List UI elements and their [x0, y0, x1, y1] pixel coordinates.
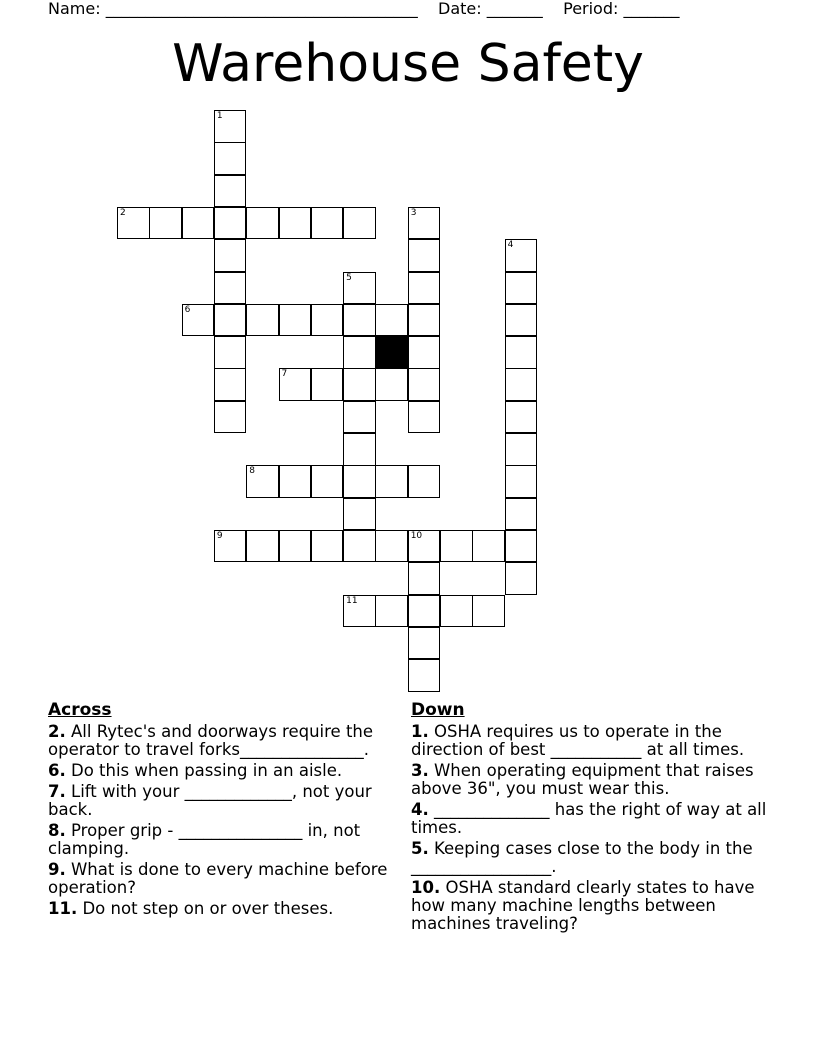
- crossword-cell[interactable]: [343, 272, 376, 305]
- period-label: Period:: [563, 0, 619, 18]
- down-heading: Down: [411, 700, 465, 720]
- crossword-cell[interactable]: [408, 207, 441, 240]
- crossword-cell[interactable]: [408, 304, 441, 337]
- crossword-cell[interactable]: [117, 207, 150, 240]
- down-clues: [411, 700, 771, 936]
- crossword-cell[interactable]: [343, 530, 376, 563]
- crossword-cell[interactable]: [505, 239, 538, 272]
- crossword-cell[interactable]: [408, 272, 441, 305]
- crossword-cell[interactable]: [214, 336, 247, 369]
- clue-number: 2: [120, 207, 126, 218]
- across-clue-list: [48, 723, 393, 918]
- clue-number-label: 3.: [411, 761, 429, 780]
- clue-text: OSHA standard clearly states to have how many machine lengths between machines traveling?: [411, 878, 755, 933]
- crossword-cell[interactable]: [214, 530, 247, 563]
- crossword-cell[interactable]: [343, 401, 376, 434]
- clue-number: 5: [346, 272, 352, 283]
- crossword-cell[interactable]: [182, 207, 215, 240]
- down-clue: [411, 801, 771, 837]
- down-clue: [411, 840, 771, 876]
- crossword-cell[interactable]: [375, 465, 408, 498]
- clue-number-label: 6.: [48, 761, 66, 780]
- clue-number: 7: [281, 369, 288, 380]
- across-clue: [48, 861, 393, 897]
- clue-text: When operating equipment that raises above 36", you must wear this.: [411, 761, 754, 798]
- crossword-cell[interactable]: [408, 659, 441, 692]
- crossword-cell[interactable]: [408, 401, 441, 434]
- crossword-cell[interactable]: [311, 465, 344, 498]
- crossword-cell[interactable]: [279, 368, 312, 401]
- name-blank[interactable]: _______________________________________: [105, 0, 418, 18]
- page-title: Warehouse Safety: [172, 34, 644, 94]
- crossword-cell[interactable]: [343, 465, 376, 498]
- crossword-cell[interactable]: [214, 304, 247, 337]
- crossword-cell[interactable]: [408, 336, 441, 369]
- across-clue: [48, 723, 393, 759]
- clue-number-label: 9.: [48, 860, 66, 879]
- down-clue-list: [411, 723, 771, 933]
- crossword-cell[interactable]: [246, 304, 279, 337]
- crossword-cell[interactable]: [279, 207, 312, 240]
- name-label: Name:: [48, 0, 101, 18]
- crossword-cell[interactable]: [505, 401, 538, 434]
- crossword-cell[interactable]: [149, 207, 182, 240]
- crossword-cell[interactable]: [408, 562, 441, 595]
- clue-number: 3: [410, 207, 417, 218]
- crossword-cell[interactable]: [408, 530, 441, 563]
- crossword-cell[interactable]: [505, 498, 538, 531]
- across-clues: [48, 700, 393, 921]
- clue-text: Do this when passing in an aisle.: [65, 761, 343, 780]
- crossword-cell[interactable]: [246, 530, 279, 563]
- crossword-cell[interactable]: [214, 368, 247, 401]
- crossword-cell[interactable]: [279, 304, 312, 337]
- clue-number: 1: [216, 111, 223, 121]
- clue-text: Proper grip - _______________ in, not clamping.: [48, 821, 361, 858]
- clue-text: ______________ has the right of way at all times.: [411, 800, 767, 837]
- crossword-cell[interactable]: [408, 368, 441, 401]
- clue-text: All Rytec's and doorways require the operator to travel forks_______________.: [48, 722, 374, 759]
- across-clue: [48, 762, 393, 780]
- crossword-cell[interactable]: [472, 595, 505, 628]
- crossword-cell[interactable]: [408, 465, 441, 498]
- clue-text: Keeping cases close to the body in the _________________.: [411, 839, 753, 876]
- crossword-cell[interactable]: [505, 336, 538, 369]
- crossword-cell[interactable]: [408, 595, 441, 628]
- crossword-cell[interactable]: [375, 368, 408, 401]
- crossword-cell[interactable]: [214, 142, 247, 175]
- crossword-cell[interactable]: [375, 530, 408, 563]
- crossword-cell[interactable]: [214, 401, 247, 434]
- clue-number-label: 7.: [48, 782, 66, 801]
- crossword-cell[interactable]: [311, 368, 344, 401]
- crossword-cell[interactable]: [343, 368, 376, 401]
- crossword-cell[interactable]: [311, 304, 344, 337]
- across-clue: [48, 900, 393, 918]
- date-label: Date:: [438, 0, 482, 18]
- crossword-cell[interactable]: [182, 304, 215, 337]
- clue-number: 9: [216, 530, 223, 541]
- date-blank[interactable]: _______: [486, 0, 543, 18]
- down-clue: [411, 723, 771, 759]
- crossword-cell[interactable]: [214, 207, 247, 240]
- clue-number: 10: [410, 530, 423, 541]
- crossword-cell[interactable]: [375, 595, 408, 628]
- crossword-cell[interactable]: [311, 530, 344, 563]
- across-clue: [48, 822, 393, 858]
- across-heading: Across: [48, 700, 112, 720]
- crossword-cell[interactable]: [214, 175, 247, 208]
- crossword-cell[interactable]: [246, 207, 279, 240]
- crossword-cell[interactable]: [505, 433, 538, 466]
- clue-number: 8: [249, 466, 255, 477]
- clue-number-label: 8.: [48, 821, 66, 840]
- crossword-cell[interactable]: [408, 239, 441, 272]
- period-blank[interactable]: _______: [623, 0, 680, 18]
- crossword-black-cell: [375, 336, 408, 369]
- clue-number-label: 4.: [411, 800, 429, 819]
- crossword-cell[interactable]: [440, 595, 473, 628]
- crossword-cell[interactable]: [505, 465, 538, 498]
- down-clue: [411, 762, 771, 798]
- across-clue: [48, 783, 393, 819]
- crossword-cell[interactable]: [343, 433, 376, 466]
- crossword-cell[interactable]: [279, 530, 312, 563]
- clue-number-label: 5.: [411, 839, 429, 858]
- crossword-cell[interactable]: [214, 110, 247, 143]
- crossword-cell[interactable]: [375, 304, 408, 337]
- clue-number-label: 1.: [411, 722, 429, 741]
- crossword-cell[interactable]: [311, 207, 344, 240]
- crossword-cell[interactable]: [440, 530, 473, 563]
- crossword-cell[interactable]: [214, 272, 247, 305]
- clue-text: Do not step on or over theses.: [77, 899, 334, 918]
- clue-text: Lift with your _____________, not your back.: [48, 782, 372, 819]
- crossword-cell[interactable]: [246, 465, 279, 498]
- crossword-cell[interactable]: [343, 304, 376, 337]
- crossword-cell[interactable]: [505, 304, 538, 337]
- down-clue: [411, 879, 771, 933]
- clue-number-label: 11.: [48, 899, 78, 918]
- clue-number: 4: [507, 240, 514, 251]
- crossword-cell[interactable]: [408, 627, 441, 660]
- clue-number-label: 2.: [48, 722, 66, 741]
- crossword-cell[interactable]: [505, 530, 538, 563]
- crossword-cell[interactable]: [279, 465, 312, 498]
- clue-text: What is done to every machine before operation?: [48, 860, 388, 897]
- crossword-cell[interactable]: [343, 595, 376, 628]
- clue-number: 11: [346, 595, 358, 606]
- crossword-cell[interactable]: [214, 239, 247, 272]
- crossword-cell[interactable]: [343, 336, 376, 369]
- crossword-cell[interactable]: [505, 562, 538, 595]
- clue-text: OSHA requires us to operate in the direction of best ___________ at all times.: [411, 722, 745, 759]
- crossword-cell[interactable]: [472, 530, 505, 563]
- crossword-cell[interactable]: [343, 207, 376, 240]
- crossword-cell[interactable]: [343, 498, 376, 531]
- crossword-cell[interactable]: [505, 368, 538, 401]
- clue-number-label: 10.: [411, 878, 441, 897]
- clue-number: 6: [184, 304, 191, 315]
- crossword-cell[interactable]: [505, 272, 538, 305]
